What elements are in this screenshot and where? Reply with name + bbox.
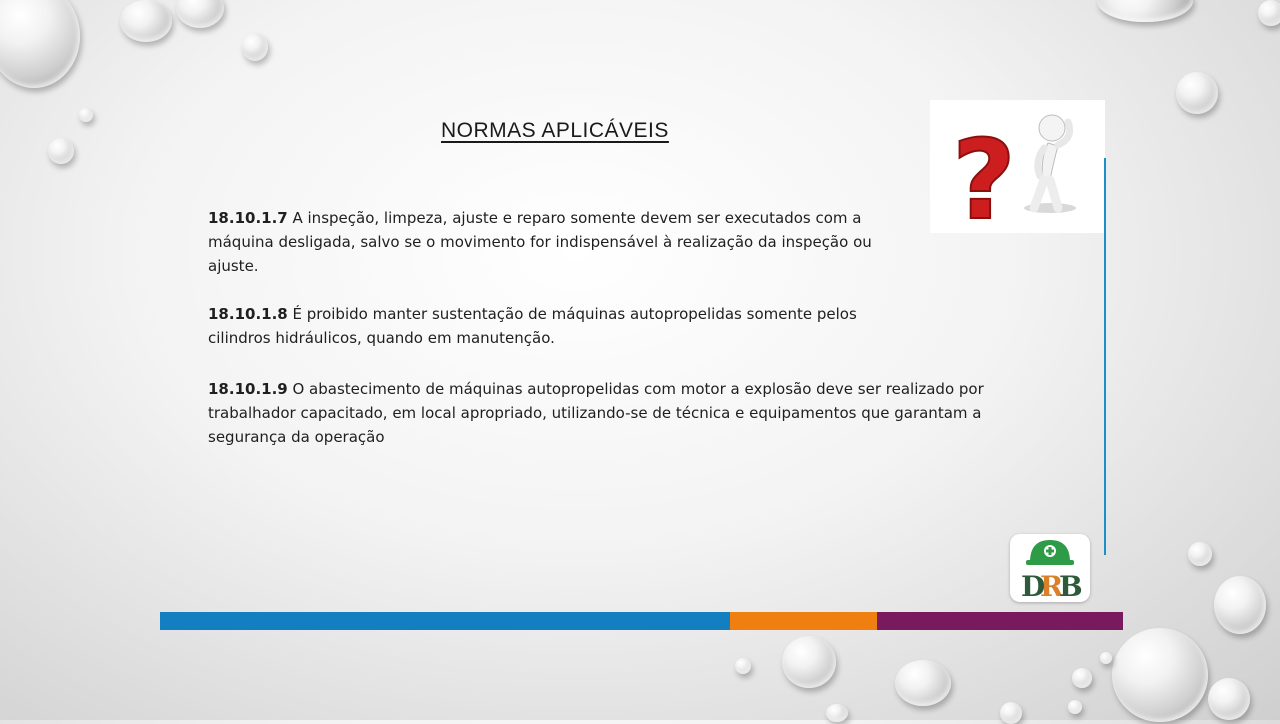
svg-text:B: B [1059,570,1083,602]
bottom-bar-blue [160,612,730,630]
water-drop [895,660,951,706]
water-drop [1072,668,1092,688]
water-drop [1188,542,1212,566]
rule-paragraph [208,206,920,278]
water-drop [1100,652,1112,664]
bottom-bar-orange [730,612,877,630]
water-drop [1000,702,1022,724]
rule-code: 18.10.1.8 [208,305,288,323]
rule-text: O abastecimento de máquinas autopropelidas com motor a explosão deve ser realizado por trabalhador capacitado, em local apropriado, utilizando-se de técnica e equipamentos que garantam a segurança da operação [208,380,984,446]
rule-text: É proibido manter sustentação de máquinas autopropelidas somente pelos cilindros hidráulicos, quando em manutenção. [208,305,857,347]
water-drop [735,658,751,674]
water-drop [1214,576,1266,634]
water-drop [1068,700,1082,714]
rule-code: 18.10.1.7 [208,209,288,227]
water-drop [782,636,836,688]
water-drop [1258,0,1280,26]
water-drop [826,704,848,722]
bottom-bar-purple [877,612,1123,630]
water-drop [242,33,268,61]
water-drop [1208,678,1250,720]
rule-paragraph [208,377,1020,449]
water-drop [1112,628,1208,722]
water-drop [79,108,93,122]
water-drop [1176,72,1218,114]
water-drop [120,0,172,42]
rule-code: 18.10.1.9 [208,380,288,398]
slide-title: NORMAS APLICÁVEIS [441,119,669,142]
question-figure-image [930,100,1105,233]
drb-logo [1010,534,1090,602]
vertical-divider [1104,158,1106,555]
water-drop [176,0,224,28]
water-drop [48,138,74,164]
water-drop [1097,0,1193,22]
rule-text: A inspeção, limpeza, ajuste e reparo somente devem ser executados com a máquina desligada, salvo se o movimento for indispensável à realização da inspeção ou ajuste. [208,209,872,275]
question-mark-icon: ? [952,116,1016,233]
water-drop [0,0,80,88]
rule-paragraph [208,302,898,350]
svg-text:D: D [1021,570,1046,602]
svg-text:R: R [1040,570,1064,602]
